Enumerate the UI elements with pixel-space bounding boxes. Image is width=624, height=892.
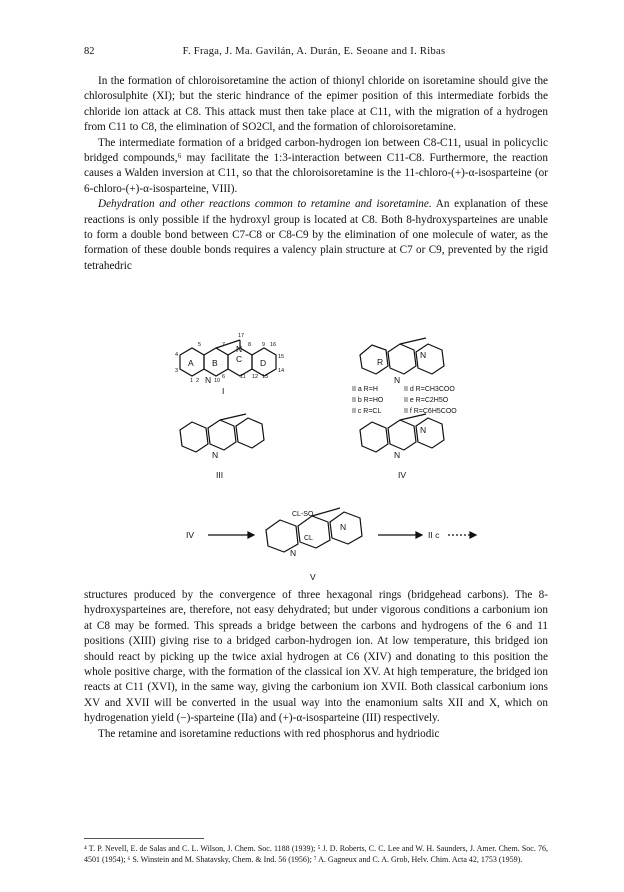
- atom-number: 12: [252, 374, 259, 380]
- compound-iii-structure: [180, 414, 264, 452]
- substituent-label: II c R=CL: [352, 408, 382, 415]
- substituent-label: II b R=HO: [352, 397, 384, 404]
- ring-label-d: D: [260, 358, 267, 368]
- ring-label-b: B: [212, 358, 218, 368]
- ring-atom-n: N: [236, 344, 243, 354]
- ring-atom-n: N: [420, 425, 427, 435]
- scheme-end-label: II c: [428, 530, 440, 540]
- substituent-label: II d R=CH3COO: [404, 386, 455, 393]
- compound-label-v: V: [310, 572, 316, 582]
- compound-label-iii: III: [216, 470, 224, 480]
- ring-atom-r: R: [377, 357, 384, 367]
- paragraph: structures produced by the convergence of three hexagonal rings (bridgehead carbons). The 8-hydroxysparteines are, therefore, not easy dehydrated; but under vigorous conditions a carbonium ion at C8 may be formed. This spreads a bridge between the carbons and hydrogens of the 6 and 11 positions (XIII) giving rise to a bridged carbon-hydrogen ion. At low temperature, this bridged ion should react by picking up the twice axial hydrogen at C6 (XIV) and donating to this position the whole positive charge, with the formation of the classical ion XV. At high temperature, the bridged ion reacts at C11 (XVI), in the same way, giving the carbonium ion XVII. Both classical carbonium ions XV and XVII will be converted in the usual way into the enamonium salts XII and X, which on hydrogenation yield (−)-sparteine (IIa) and (+)-α-isosparteine (III) respectively.: [84, 589, 548, 725]
- ring-label-c: C: [236, 354, 243, 364]
- scheme-start-label: IV: [186, 530, 195, 540]
- atom-number: 16: [270, 342, 277, 348]
- atom-number: 10: [214, 378, 221, 384]
- running-head: F. Fraga, J. Ma. Gavilán, A. Durán, E. Seoane and I. Ribas: [182, 46, 446, 57]
- atom-number: 14: [278, 368, 285, 374]
- paragraph: In the formation of chloroisoretamine the action of thionyl chloride on isoretamine should give the chlorosulphite (XI); but the steric hindrance of the epimer position of this intermediate forbids the chloride ion attack at C8. This attack must then take place at C11, with the migration of a hydrogen from C11 to C8, the elimination of SO2Cl, and the formation of chloroisoretamine.: [84, 75, 548, 134]
- ring-atom-n: N: [420, 350, 427, 360]
- compound-v-structure: [266, 508, 362, 552]
- atom-number: 1: [190, 378, 194, 384]
- compound-label-iv: IV: [398, 470, 407, 480]
- section-text: An explanation of these reactions is only possible if the hydroxyl group is located at C8. Both 8-hydroxysparteines are unable to form a double bond between C7-C8 or C8-C9 by the elimination of one molecule of water, as the formation of these double bonds requires a valency plain structure at C7 or C9, prevented by the rigid tetrahedric: [84, 198, 548, 272]
- ring-atom-n: N: [394, 375, 401, 385]
- atom-number: 5: [198, 342, 202, 348]
- ring-atom-n: N: [212, 450, 219, 460]
- ring-atom-n: N: [340, 522, 347, 532]
- substituent-label: II a R=H: [352, 386, 378, 393]
- atom-number: 13: [262, 374, 269, 380]
- atom-number: 8: [248, 342, 252, 348]
- compound-iv-structure: [360, 414, 444, 452]
- page-number: 82: [84, 46, 95, 57]
- paragraph: The intermediate formation of a bridged carbon-hydrogen ion between C8-C11, usual in policyclic bridged compounds,⁶ may facilitate the 1:3-interaction between C11-C8. Furthermore, the reaction causes a Walden inversion at C11, so that the chloroisoretamine is the 11-chloro-(+)-α-isosparteine (or 6-chloro-(+)-α-isosparteine, VIII).: [84, 136, 548, 195]
- atom-number: 6: [222, 374, 226, 380]
- paragraph: The retamine and isoretamine reductions with red phosphorus and hydriodic: [98, 727, 440, 740]
- chlorosulphite-group-label: CL-SO: [292, 511, 314, 518]
- body-text-bottom: [84, 588, 548, 742]
- section-heading: Dehydration and other reactions common to retamine and isoretamine.: [98, 198, 432, 211]
- footnotes: ⁴ T. P. Nevell, E. de Salas and C. L. Wilson, J. Chem. Soc. 1188 (1939); ⁵ J. D. Roberts, C. C. Lee and W. H. Saunders, J. Amer. Chem. Soc. 76, 4501 (1954); ⁶ S. Winstein and M. Shatavsky, Chem. & Ind. 56 (1956); ⁷ A. Gagneux and C. A. Grob, Helv. Chim. Acta 42, 1753 (1959).: [84, 844, 548, 864]
- ring-atom-n: N: [205, 375, 212, 385]
- atom-number: 3: [175, 368, 179, 374]
- substituent-label: II e R=C2H5O: [404, 397, 449, 404]
- compound-label-i: I: [222, 386, 225, 396]
- footnote-rule: [84, 838, 204, 839]
- atom-number: 4: [175, 352, 179, 358]
- atom-number: 7: [222, 342, 226, 348]
- ring-label-a: A: [188, 358, 194, 368]
- chloro-label: CL: [304, 535, 313, 542]
- atom-number: 15: [278, 354, 285, 360]
- compound-ii-structure: [360, 338, 444, 374]
- atom-number: 2: [196, 378, 200, 384]
- atom-number: 17: [238, 333, 245, 339]
- atom-number: 11: [240, 374, 246, 380]
- substituent-label: II f R=C6H5COO: [404, 408, 457, 415]
- ring-atom-n: N: [290, 548, 297, 558]
- atom-number: 9: [262, 342, 266, 348]
- ring-atom-n: N: [394, 450, 401, 460]
